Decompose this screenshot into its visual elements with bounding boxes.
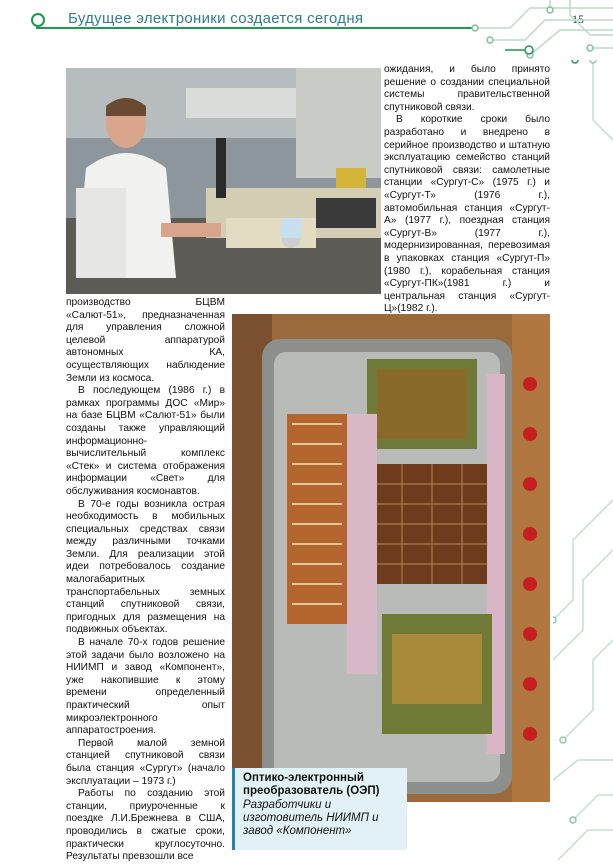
header-dot-icon [31,13,45,27]
photo-optoelectronic-converter [232,314,550,802]
header-title: Будущее электроники создается сегодня [68,10,364,27]
paragraph: В 70-е годы возникла острая необходимость в мобильных специальных средствах связи между различными точками Земли. Для реализации этой идеи потребовалось создание малогабаритных транспортабельных земных станций спутниковой связи, пригодных для размещения на подвижных объектах. [66,498,225,636]
converter-photo-image [232,314,550,802]
paragraph: В последующем (1986 г.) в рамках программы ДОС «Мир» на базе БЦВМ «Салют-51» были созданы также управляющий информационно-вычислительный комплекс «Стек» и система отображения информации «Свет» для обслуживания космонавтов. [66,385,225,497]
circuit-decoration-right [553,60,613,860]
header-rule [36,27,476,29]
paragraph: производство БЦВМ «Салют-51», предназначенная для управления сложной целевой аппаратурой автономных КА, осуществляющих наблюдение Земли из космоса. [66,297,225,384]
paragraph: В короткие сроки было разработано и внедрено в серийное производство и штатную эксплуатацию семейство станций спутниковой связи: самолетные станции «Сургут-С» (1975 г.) и «Сургут-Т» (1976 г.), автомобильная станция «Сургут-А» (1977 г.), поездная станция «Сургут-В» (1977 г.), модернизированная, перевозимая в упаковках станция «Сургут-П» (1980 г.), корабельная станция «Сургут-ПК»(1981 г.) и центральная станция «Сургут-Ц»(1982 г.). [384,114,550,315]
paragraph: Работы по созданию этой станции, приуроченные к поездке Л.И.Брежнева в США, проводились в сжатые сроки, практически круглосуточно. Результаты превзошли все [66,788,225,863]
photo-engineer [66,68,381,294]
circuit-node-icon [505,40,535,60]
page-number: 15 [572,12,584,26]
caption-subtitle: Разработчики и изготовитель НИИМП и завод «Компонент» [243,799,379,837]
text-column-left [66,297,225,864]
paragraph: В начале 70-х годов решение этой задачи было возложено на НИИМП и завод «Компонент», уже накопившие к этому времени определенный практический опыт микроэлектронного аппаратостроения. [66,637,225,737]
paragraph: ожидания, и было принято решение о создании специальной системы правительственной спутниковой связи. [384,64,550,113]
caption-title: Оптико-электронный преобразователь (ОЭП) [243,772,380,797]
photo-caption [232,768,407,850]
paragraph: Первой малой земной станцией спутниковой связи была станция «Сургут» (начало эксплуатации – 1973 г.) [66,737,225,787]
text-column-right [384,64,550,316]
engineer-photo-image [66,68,381,294]
